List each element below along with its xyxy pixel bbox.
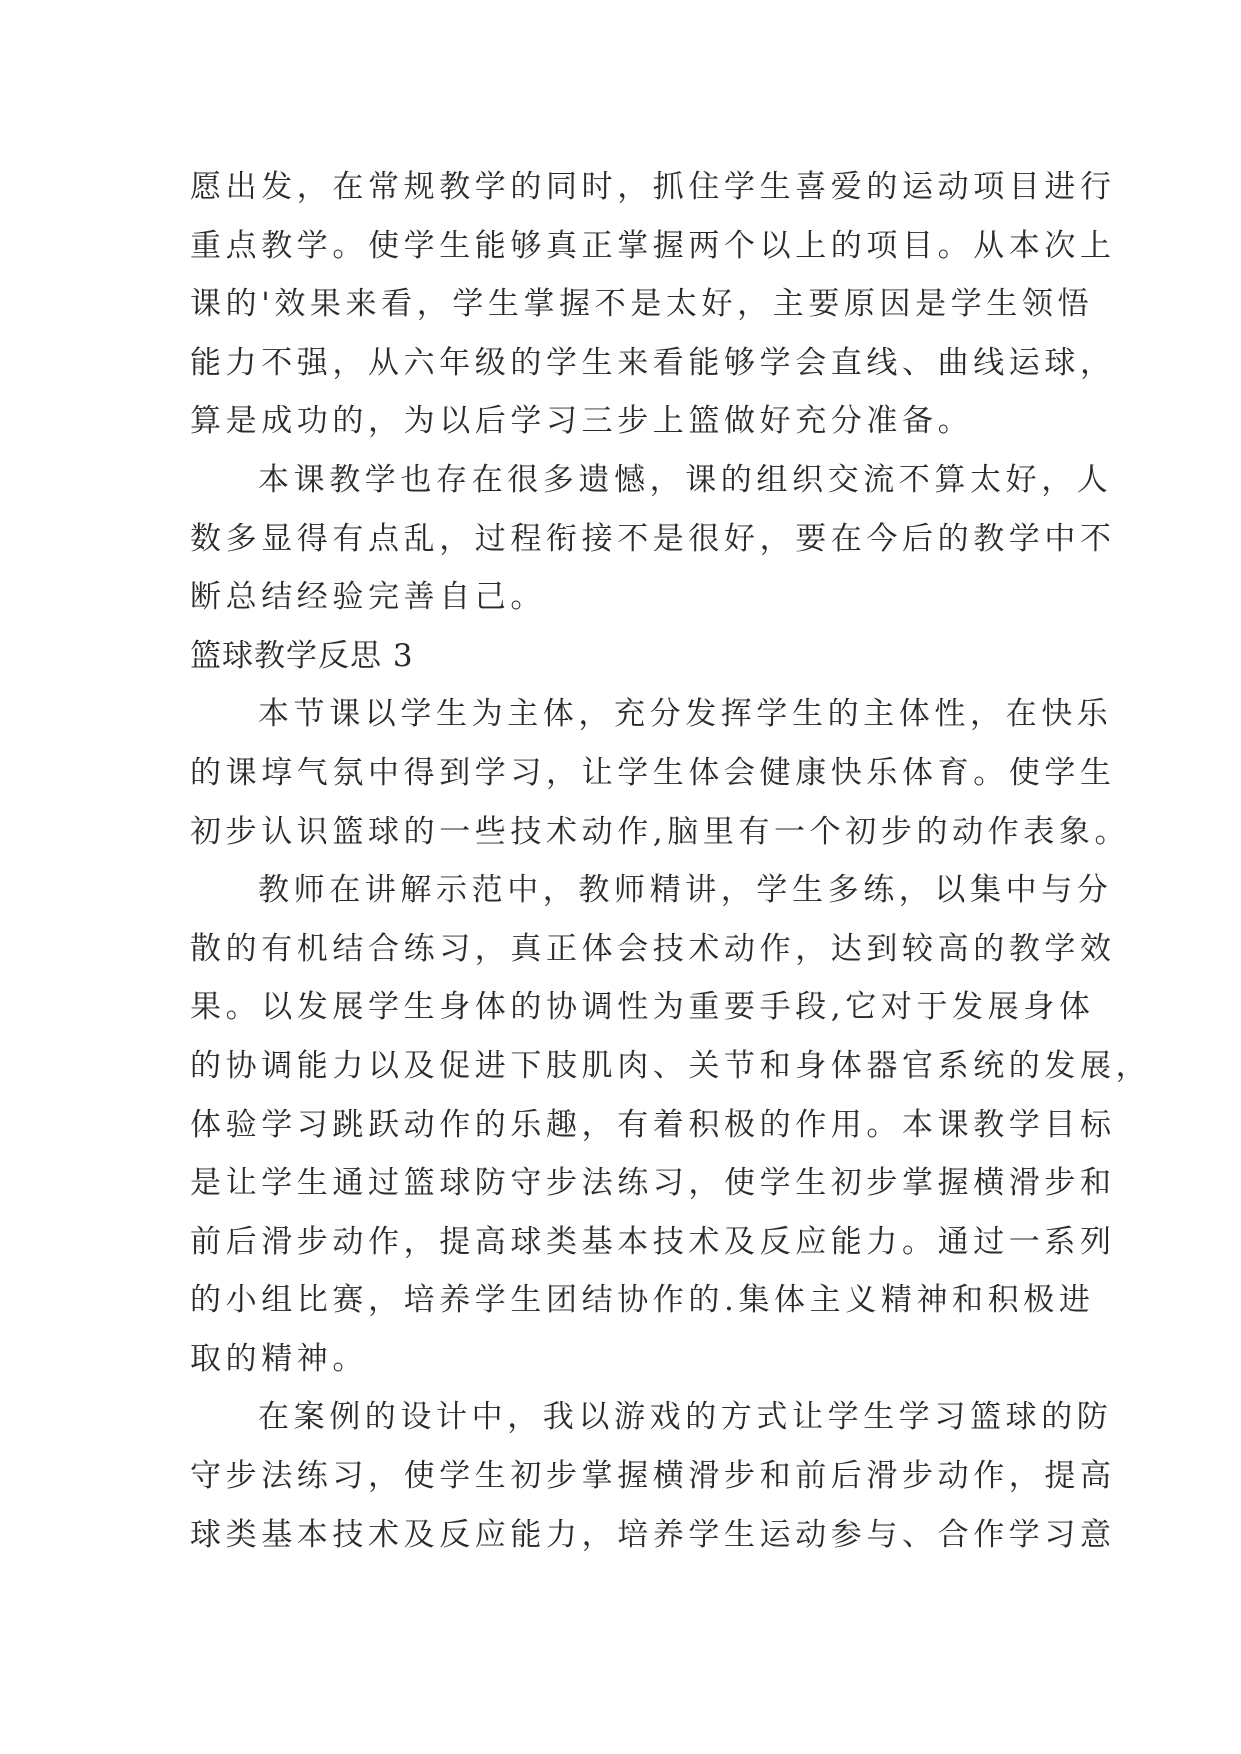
section-heading: 篮球教学反思 3 [190,637,414,674]
text-line: 球类基本技术及反应能力，培养学生运动参与、合作学习意 [190,1516,1116,1553]
text-line: 在案例的设计中，我以游戏的方式让学生学习篮球的防 [258,1399,1113,1436]
text-line: 算是成功的，为以后学习三步上篮做好充分准备。 [190,403,974,440]
text-line: 重点教学。使学生能够真正掌握两个以上的项目。从本次上 [190,227,1116,264]
text-line: 守步法练习，使学生初步掌握横滑步和前后滑步动作，提高 [190,1458,1116,1495]
text-line: 的小组比赛，培养学生团结协作的.集体主义精神和积极进 [190,1282,1095,1319]
text-line: 本节课以学生为主体，充分发挥学生的主体性，在快乐 [258,696,1113,733]
text-line: 数多显得有点乱，过程衔接不是很好，要在今后的教学中不 [190,520,1116,557]
text-line: 断总结经验完善自己。 [190,579,546,616]
text-line: 本课教学也存在很多遗憾，课的组织交流不算太好，人 [258,461,1113,498]
text-line: 取的精神。 [190,1340,368,1377]
text-line: 课的'效果来看，学生掌握不是太好，主要原因是学生领悟 [190,286,1094,323]
text-line: 散的有机结合练习，真正体会技术动作，达到较高的教学效 [190,930,1116,967]
text-line: 果。以发展学生身体的协调性为重要手段,它对于发展身体 [190,989,1095,1026]
text-line: 教师在讲解示范中，教师精讲，学生多练，以集中与分 [258,872,1113,909]
text-line: 前后滑步动作，提高球类基本技术及反应能力。通过一系列 [190,1223,1116,1260]
text-line: 愿出发，在常规教学的同时，抓住学生喜爱的运动项目进行 [190,169,1116,205]
text-line: 的课埻气氛中得到学习，让学生体会健康快乐体育。使学生 [190,754,1116,791]
text-line: 的协调能力以及促进下肢肌肉、关节和身体器官系统的发展， [190,1047,1152,1084]
text-line: 初步认识篮球的一些技术动作,脑里有一个初步的动作表象。 [190,813,1131,850]
document-body [190,158,1152,1564]
text-line: 是让学生通过篮球防守步法练习，使学生初步掌握横滑步和 [190,1165,1116,1202]
text-line: 体验学习跳跃动作的乐趣，有着积极的作用。本课教学目标 [190,1106,1116,1143]
text-line: 能力不强，从六年级的学生来看能够学会直线、曲线运球， [190,344,1116,381]
